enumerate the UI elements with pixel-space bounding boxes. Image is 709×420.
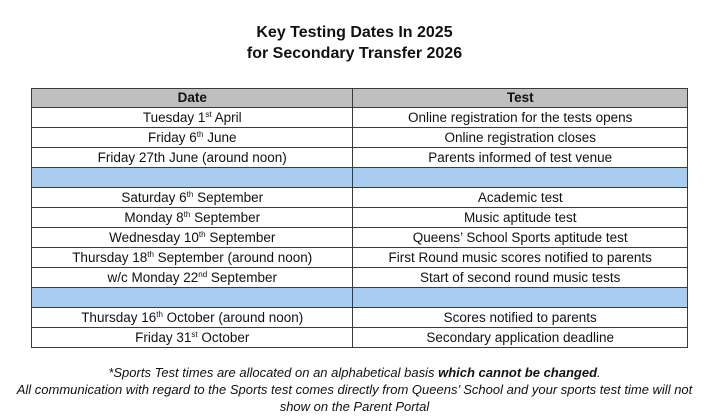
date-text: Saturday 6 (121, 190, 187, 205)
date-text-rest: June (203, 130, 237, 145)
table-row (32, 228, 688, 248)
document-title (0, 22, 709, 64)
header-date: Date (32, 89, 353, 108)
date-cell (32, 228, 353, 248)
date-text-rest: September (around noon) (153, 250, 313, 265)
note-text-end: . (597, 365, 601, 380)
date-ordinal-suffix: st (205, 110, 212, 119)
note-sports-times (0, 364, 709, 381)
test-cell: Parents informed of test venue (353, 148, 688, 168)
date-text: w/c Monday 22 (107, 270, 199, 285)
date-text-rest: September (205, 230, 276, 245)
note-communication: All communication with regard to the Sports test comes directly from Queens’ School and your sports test time will not show on the Parent Portal (16, 382, 693, 414)
date-ordinal-suffix: nd (198, 270, 208, 279)
test-cell: Start of second round music tests (353, 268, 688, 288)
date-text: Friday 27th June (around noon) (97, 150, 287, 165)
date-ordinal-suffix: th (186, 190, 194, 199)
note-emphasis: which cannot be changed (438, 365, 598, 380)
date-text: Thursday 18 (72, 250, 148, 265)
table-row (32, 188, 688, 208)
date-text-rest: October (197, 330, 250, 345)
section-divider-row (32, 168, 688, 188)
test-cell: First Round music scores notified to parents (353, 248, 688, 268)
note-text-start: *Sports Test times are allocated on an alphabetical basis (108, 365, 439, 380)
date-text-rest: September (193, 190, 264, 205)
date-cell (32, 208, 353, 228)
test-cell: Music aptitude test (353, 208, 688, 228)
test-cell: Online registration closes (353, 128, 688, 148)
test-cell: Queens’ School Sports aptitude test (353, 228, 688, 248)
date-cell (32, 268, 353, 288)
date-text: Thursday 16 (81, 310, 157, 325)
section-divider-cell (353, 288, 688, 308)
footnotes (0, 364, 709, 415)
key-dates-table (31, 88, 688, 348)
date-text-rest: September (190, 210, 261, 225)
date-cell (32, 248, 353, 268)
date-cell (32, 328, 353, 348)
date-cell (32, 308, 353, 328)
section-divider-cell (32, 168, 353, 188)
table-row (32, 148, 688, 168)
title-line-2: for Secondary Transfer 2026 (246, 45, 463, 62)
date-text: Friday 6 (147, 130, 197, 145)
date-text-rest: April (211, 110, 242, 125)
table-body (32, 108, 688, 348)
date-ordinal-suffix: th (183, 210, 191, 219)
test-cell: Academic test (353, 188, 688, 208)
date-text: Monday 8 (124, 210, 184, 225)
table-row (32, 208, 688, 228)
table-row (32, 108, 688, 128)
date-cell (32, 188, 353, 208)
test-cell: Online registration for the tests opens (353, 108, 688, 128)
table-row (32, 308, 688, 328)
date-text: Tuesday 1 (142, 110, 206, 125)
title-line-1: Key Testing Dates In 2025 (256, 24, 453, 41)
date-text: Wednesday 10 (109, 230, 199, 245)
table-row (32, 248, 688, 268)
table-row (32, 128, 688, 148)
date-cell (32, 108, 353, 128)
date-cell (32, 148, 353, 168)
section-divider-cell (353, 168, 688, 188)
section-divider-row (32, 288, 688, 308)
test-cell: Secondary application deadline (353, 328, 688, 348)
date-ordinal-suffix: th (198, 230, 206, 239)
test-cell: Scores notified to parents (353, 308, 688, 328)
date-text: Friday 31 (135, 330, 192, 345)
table-row (32, 268, 688, 288)
date-ordinal-suffix: st (191, 330, 198, 339)
date-ordinal-suffix: th (147, 250, 154, 259)
date-ordinal-suffix: th (196, 130, 204, 139)
date-ordinal-suffix: th (156, 310, 163, 319)
header-test: Test (353, 89, 688, 108)
section-divider-cell (32, 288, 353, 308)
date-text-rest: October (around noon) (162, 310, 304, 325)
table-header-row (32, 89, 688, 108)
table-row (32, 328, 688, 348)
date-cell (32, 128, 353, 148)
date-text-rest: September (207, 270, 277, 285)
